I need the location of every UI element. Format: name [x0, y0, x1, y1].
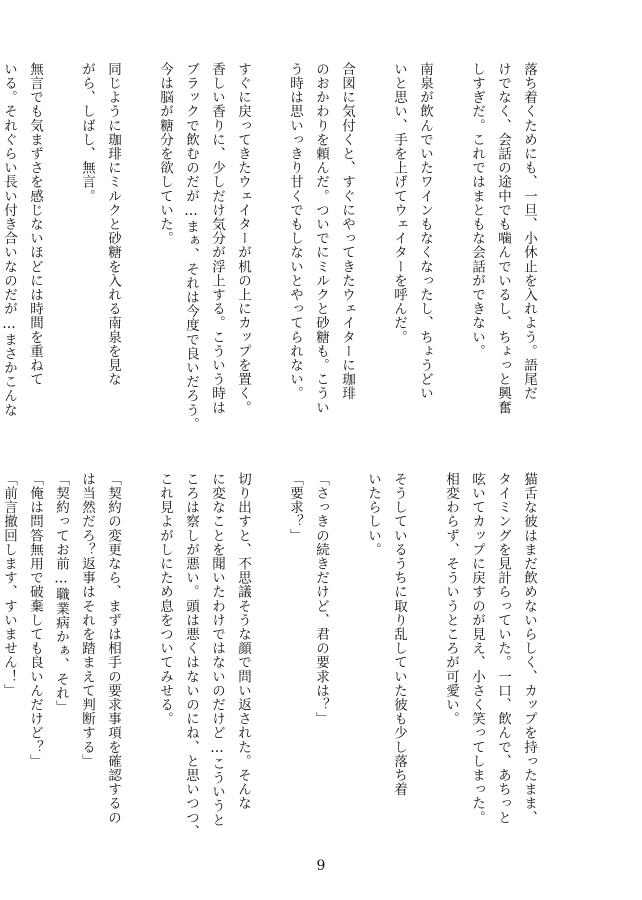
blank-line — [126, 472, 152, 837]
text-line: ころは察しが悪い。頭は悪くはないのにね、と思いつつ、 — [183, 472, 199, 839]
text-line: のおかわりを頼んだ。ついでにミルクと砂糖も。こうい — [313, 62, 329, 415]
text-line: いる。それぐらい長い付き合いなのだが…まさかこんな — [1, 62, 17, 417]
text-line: 「契約の変更なら、まずは相手の要求事項を確認するの — [105, 472, 121, 825]
text-line: 「要求？」 — [287, 472, 303, 543]
text-line: ブラックで飲むのだが…まぁ、それは今度で良いだろう。 — [183, 62, 199, 432]
blank-line — [48, 62, 74, 437]
text-line: タイミングを見計らっていた。一口、飲んで、あちっと — [495, 472, 511, 825]
text-line: 今は脳が糖分を欲していた。 — [157, 62, 173, 246]
text-line: 無言でも気まずさを感じないほどには時間を重ねて — [27, 62, 43, 387]
text-line: 香しい香りに、少しだけ気分が浮上する。こういう時は — [209, 62, 225, 415]
blank-line — [256, 472, 282, 837]
blank-line — [360, 62, 386, 437]
text-line: これ見よがしにため息をついてみせる。 — [157, 472, 173, 726]
text-line: 南泉が飲んでいたワインもなくなったし、ちょうどい — [417, 62, 433, 401]
text-line: いと思い、手を上げてウェイターを呼んだ。 — [391, 62, 407, 344]
text-line: 合図に気付くと、すぐにやってきたウェイターに珈琲 — [339, 62, 355, 401]
text-line: いたらしい。 — [365, 472, 381, 557]
text-line: は当然だろ？返事はそれを踏まえて判断する」 — [79, 472, 95, 769]
text-line: そうしているうちに取り乱していた彼も少し落ち着 — [391, 472, 407, 797]
text-line: う時は思いっきり甘くでもしないとやってられない。 — [287, 62, 303, 401]
text-line: 落ち着くためにも、一旦、小休止を入れよう。語尾だ — [521, 62, 537, 401]
text-line: 相変わらず、そういうところが可愛い。 — [443, 472, 459, 726]
text-line: に変なことを聞いたわけではないのだけど…こういうと — [209, 472, 225, 827]
blank-line — [334, 472, 360, 837]
text-line: がら、しばし、無言。 — [79, 62, 95, 203]
text-line: 「契約ってお前…職業病かぁ、それ」 — [53, 472, 69, 715]
text-line: 猫舌な彼はまだ飲めないらしく、カップを持ったまま、 — [521, 472, 537, 825]
text-line: 同じように珈琲にミルクと砂糖を入れる南泉を見な — [105, 62, 121, 387]
text-line: 「俺は問答無用で破棄しても良いんだけど？」 — [27, 472, 43, 769]
text-line: 「前言撤回します、すいません！」 — [1, 472, 17, 698]
blank-line — [412, 472, 438, 837]
bottom-text-block — [0, 472, 542, 837]
top-text-block — [0, 62, 542, 437]
blank-line — [126, 62, 152, 437]
text-line: 「さっきの続きだけど、君の要求は？」 — [313, 472, 329, 726]
text-line: すぐに戻ってきたウェイターが机の上にカップを置く。 — [235, 62, 251, 415]
blank-line — [438, 62, 464, 437]
text-line: 呟いてカップに戻すのが見え、小さく笑ってしまった。 — [469, 472, 485, 825]
blank-line — [256, 62, 282, 437]
text-line: しすぎだ。これではまともな会話ができない。 — [469, 62, 485, 359]
text-line: けでなく、会話の途中でも噛んでいるし、ちょっと興奮 — [495, 62, 511, 415]
page-number: 9 — [316, 858, 326, 874]
text-line: 切り出すと、不思議そうな顔で問い返された。そんな — [235, 472, 251, 811]
